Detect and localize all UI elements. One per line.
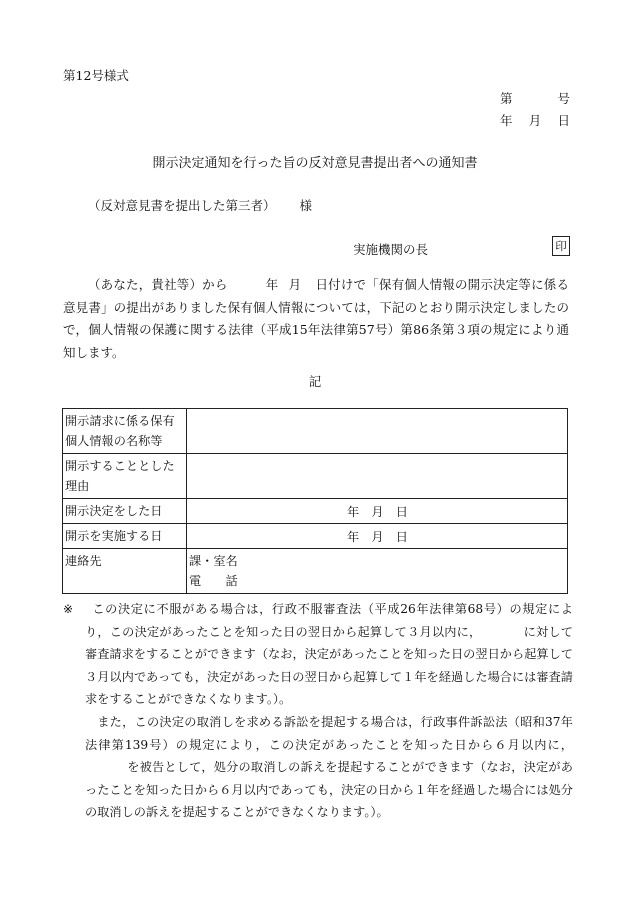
note-appeal: [63, 598, 573, 711]
note1-part-b: に対して審査請求をすることができます（なお，決定があったことを知った日の翌日から起算して３月以内であっても，決定があった日の翌日から起算して１年を経過した場合には審査請求をすることができなくなります。）。: [85, 624, 573, 707]
document-date: [500, 111, 570, 129]
row-value-reason: [187, 454, 568, 499]
body-month: 月: [288, 277, 302, 292]
row-label-info-name: 開示請求に係る保有個人情報の名称等: [63, 409, 187, 454]
table-row: [63, 524, 568, 549]
document-number-suffix: 号: [557, 91, 570, 106]
sender-label: 実施機関の長: [353, 242, 429, 257]
table-row: [63, 409, 568, 454]
seal-stamp: 印: [552, 236, 570, 256]
recipient-name: （反対意見書を提出した第三者）: [88, 198, 276, 213]
table-row: [63, 549, 568, 594]
contact-phone: 電 話: [189, 574, 238, 588]
notes-section: [63, 598, 573, 824]
row-value-decision-date: 年 月 日: [187, 499, 568, 524]
table-row: [63, 499, 568, 524]
row-label-contact: 連絡先: [63, 549, 187, 594]
recipient-honorific: 様: [299, 198, 313, 213]
body-part1: （あなた，貴社等）から: [88, 277, 228, 292]
body-part2: 日付けで「保有個人情報の開示決定等に係る意見書」の提出がありました保有個人情報については，下記のとおり開示決定しましたので，個人情報の保護に関する法律（平成15年法律第57号）第86条第３項の規定により通知します。: [63, 277, 569, 360]
document-number: [500, 89, 570, 107]
note-lawsuit: [63, 711, 573, 824]
document-date-day: 日: [557, 113, 570, 128]
body-paragraph: [63, 274, 569, 364]
table-row: [63, 454, 568, 499]
note2-part-b: を被告として，処分の取消しの訴えを提起することができます（なお，決定があったことを知った日から６月以内であっても，決定の日から１年を経過した場合には処分の取消しの訴えを提起することができなくなります。）。: [85, 760, 573, 820]
note-mark: ※: [63, 602, 74, 616]
document-date-year: 年: [500, 113, 513, 128]
row-value-info-name: [187, 409, 568, 454]
row-value-contact: [187, 549, 568, 594]
form-number: 第12号様式: [63, 68, 129, 83]
note1-part-a: この決定に不服がある場合は，行政不服審査法（平成26年法律第68号）の規定により，この決定があったことを知った日の翌日から起算して３月以内に，: [85, 602, 573, 639]
body-year: 年: [265, 277, 279, 292]
row-value-implementation-date: 年 月 日: [187, 524, 568, 549]
row-label-decision-date: 開示決定をした日: [63, 499, 187, 524]
note2-part-a: また，この決定の取消しを求める訴訟を提起する場合は，行政事件訴訟法（昭和37年法律第139号）の規定により，この決定があったことを知った日から６月以内に，: [85, 714, 573, 752]
document-number-prefix: 第: [500, 91, 513, 106]
row-label-implementation-date: 開示を実施する日: [63, 524, 187, 549]
document-title: 開示決定通知を行った旨の反対意見書提出者への通知書: [152, 156, 478, 171]
contact-department: 課・室名: [189, 554, 238, 568]
ki-heading: 記: [308, 374, 322, 389]
document-date-month: 月: [528, 113, 542, 128]
recipient: [88, 196, 312, 214]
row-label-reason: 開示することとした理由: [63, 454, 187, 499]
info-table: [62, 408, 568, 594]
